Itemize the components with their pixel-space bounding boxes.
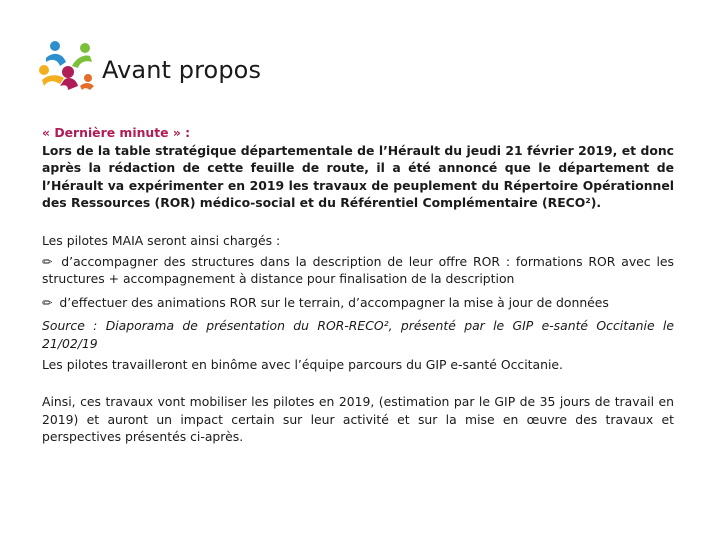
pencil-icon: ✏ [42,253,53,269]
page-title: Avant propos [102,56,262,84]
last-minute-heading: « Dernière minute » : [42,125,191,140]
bullet-item [42,253,674,288]
pilots-intro: Les pilotes MAIA seront ainsi chargés : [42,232,281,248]
content-body [42,124,674,446]
bullet-text: d’effectuer des animations ROR sur le terrain, d’accompagner la mise à jour de données [59,294,609,310]
colorful-people-logo-icon [38,40,98,92]
bullet-item [42,294,674,312]
source-note: Source : Diaporama de présentation du ROR-RECO², présenté par le GIP e-santé Occitanie le 21/02/19 [42,318,674,351]
bullet-text: d’accompagner des structures dans la description de leur offre ROR : formations ROR avec les structures + accompagnement à distance pour finalisation de la description [42,253,674,287]
conclusion-paragraph: Ainsi, ces travaux vont mobiliser les pilotes en 2019, (estimation par le GIP de 35 jours de travail en 2019) et auront un impact certain sur leur activité et sur la mise en œuvre des travaux et perspectives présentés ci-après. [42,394,674,445]
binome-paragraph: Les pilotes travailleront en binôme avec l’équipe parcours du GIP e-santé Occitanie. [42,356,563,372]
pencil-icon: ✏ [42,294,53,310]
intro-paragraph: Lors de la table stratégique départementale de l’Hérault du jeudi 21 février 2019, et donc après la rédaction de cette feuille de route, il a été annoncé que le département de l’Hérault va expérimenter en 2019 les travaux de peuplement du Répertoire Opérationnel des Ressources (ROR) médico-social et du Référentiel Complémentaire (RECO²). [42,142,674,211]
